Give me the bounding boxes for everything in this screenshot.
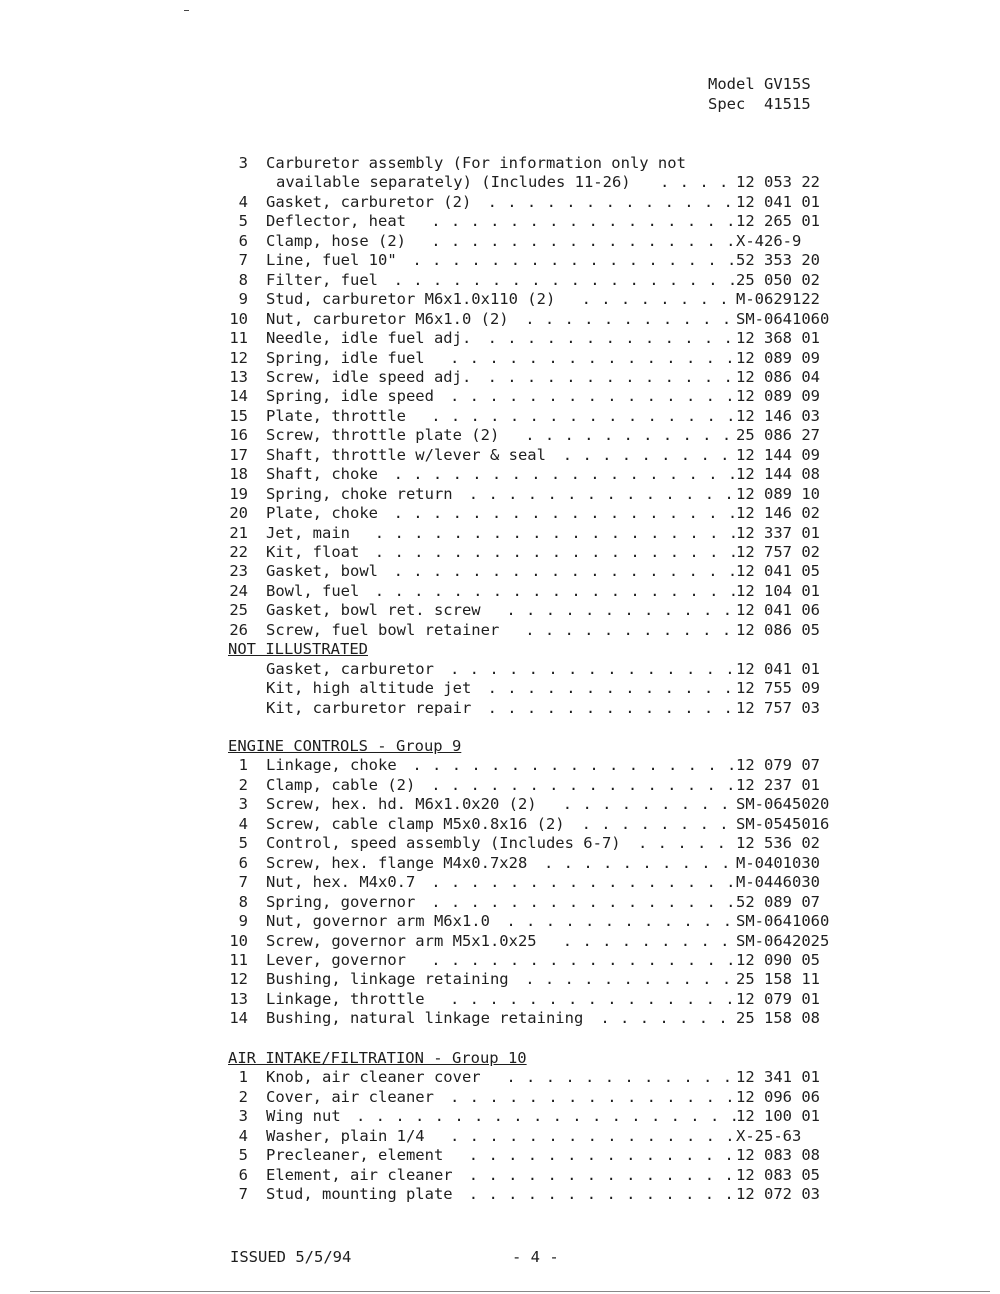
item-number: 26 (229, 620, 248, 639)
list-item (0, 251, 1000, 271)
item-description: Plate, throttle (266, 406, 406, 425)
item-description: Gasket, carburetor (266, 659, 434, 678)
item-description: available separately) (Includes 11-26) (276, 173, 631, 192)
item-number: 6 (238, 853, 248, 872)
item-description: Gasket, bowl ret. screw (266, 601, 481, 620)
item-number: 19 (229, 484, 248, 503)
leader-dots: . . . . . . . . (581, 290, 730, 309)
leader-dots: . . . . . . . . . . . . . (487, 367, 734, 386)
part-number: 12 100 01 (736, 1107, 820, 1126)
item-number: 23 (229, 562, 248, 581)
list-item (0, 756, 1000, 776)
part-number: SM-0642025 (736, 931, 830, 950)
leader-dots: . . . . . . . . . . . . . . (468, 1165, 735, 1184)
part-number: 12 090 05 (736, 950, 820, 969)
item-description: Jet, main (266, 523, 350, 542)
part-number: 12 083 08 (736, 1146, 820, 1165)
item-description: Linkage, throttle (266, 989, 425, 1008)
leader-dots: . . . . . . . . . (562, 931, 730, 950)
item-number: 4 (238, 1126, 248, 1145)
item-description: Clamp, hose (2) (266, 231, 406, 250)
list-item (0, 912, 1000, 932)
leader-dots: . . . . (660, 173, 729, 192)
leader-dots: . . . . . . . . . . . . . . (468, 1185, 735, 1204)
item-number: 12 (229, 348, 248, 367)
page-number: - 4 - (512, 1248, 559, 1266)
scan-line (30, 1291, 990, 1292)
leader-dots: . . . . . . . . . . . . . (487, 192, 734, 211)
part-number: 12 089 09 (736, 387, 820, 406)
item-description: Washer, plain 1/4 (266, 1126, 425, 1145)
list-item (0, 524, 1000, 544)
leader-dots: . . . . . . . . . . . . . . . (450, 989, 736, 1008)
part-number: SM-0645020 (736, 795, 830, 814)
item-number: 11 (229, 329, 248, 348)
leader-dots: . . . . . . . . . . . . . (487, 329, 734, 348)
list-item (0, 407, 1000, 427)
item-description: Bushing, linkage retaining (266, 970, 509, 989)
item-description: Element, air cleaner (266, 1165, 453, 1184)
item-description: Spring, governor (266, 892, 416, 911)
part-number: SM-0545016 (736, 814, 830, 833)
part-number: 12 096 06 (736, 1087, 820, 1106)
list-item (0, 193, 1000, 213)
item-description: Nut, carburetor M6x1.0 (2) (266, 309, 509, 328)
item-number: 17 (229, 445, 248, 464)
part-number: 12 086 05 (736, 620, 820, 639)
item-number: 4 (238, 192, 248, 211)
model-label: Model GV15S (708, 75, 811, 93)
list-item (0, 776, 1000, 796)
leader-dots: . . . . . . . . . . . . . . . . (431, 892, 736, 911)
part-number: 12 146 03 (736, 406, 820, 425)
item-number: 25 (229, 601, 248, 620)
part-number: 12 041 01 (736, 659, 820, 678)
item-number: 13 (229, 989, 248, 1008)
list-item (0, 795, 1000, 815)
item-number: 1 (238, 756, 248, 775)
list-item (0, 854, 1000, 874)
part-number: 25 158 11 (736, 970, 820, 989)
leader-dots: . . . . . . . . . . . . . . . . (431, 231, 736, 250)
list-item (0, 815, 1000, 835)
item-description: Kit, carburetor repair (266, 698, 472, 717)
item-number: 7 (238, 251, 248, 270)
part-number: X-426-9 (736, 231, 802, 250)
list-item (0, 232, 1000, 252)
list-item (0, 873, 1000, 893)
part-number: 12 755 09 (736, 679, 820, 698)
part-number: 12 089 10 (736, 484, 820, 503)
list-item (0, 1009, 1000, 1029)
list-item (0, 504, 1000, 524)
item-description: Clamp, cable (2) (266, 775, 416, 794)
list-item (0, 699, 1000, 719)
item-number: 13 (229, 367, 248, 386)
list-item (0, 834, 1000, 854)
leader-dots: . . . . . . . . . . . . . . (468, 484, 735, 503)
item-number: 5 (238, 212, 248, 231)
leader-dots: . . . . . . . . . . . . . . . . . . . (374, 581, 739, 600)
list-item (0, 154, 1000, 174)
item-number: 3 (238, 154, 248, 172)
air-intake-heading (0, 1049, 1000, 1069)
item-description: Filter, fuel (266, 270, 378, 289)
part-number: M-0446030 (736, 873, 820, 892)
part-number: X-25-63 (736, 1126, 802, 1145)
spec-label: Spec 41515 (708, 95, 811, 113)
list-item (0, 970, 1000, 990)
item-number: 6 (238, 1165, 248, 1184)
item-number: 18 (229, 465, 248, 484)
part-number: M-0629122 (736, 290, 820, 309)
leader-dots: . . . . . . . . . . . . . . . (450, 387, 736, 406)
leader-dots: . . . . . . . . . . . . . . . (450, 1087, 736, 1106)
item-number: 12 (229, 970, 248, 989)
item-description: Spring, choke return (266, 484, 453, 503)
section-heading: NOT ILLUSTRATED (228, 640, 368, 659)
part-number: SM-0641060 (736, 912, 830, 931)
item-description: Stud, mounting plate (266, 1185, 453, 1204)
leader-dots: . . . . . . . . . . . . . . . . (431, 406, 736, 425)
part-number: 12 041 01 (736, 192, 820, 211)
list-item (0, 446, 1000, 466)
leader-dots: . . . . . . . . . . . . . . . . . . . . (356, 1107, 740, 1126)
list-item (0, 601, 1000, 621)
leader-dots: . . . . . . . . . . . . . . . . . (412, 251, 737, 270)
list-item (0, 1107, 1000, 1127)
part-number: 12 368 01 (736, 329, 820, 348)
issued-date: ISSUED 5/5/94 (230, 1248, 352, 1266)
list-item (0, 893, 1000, 913)
section-heading: ENGINE CONTROLS - Group 9 (228, 737, 462, 755)
leader-dots: . . . . . . . . . . . . . . . . (431, 775, 736, 794)
part-number: 52 353 20 (736, 251, 820, 270)
item-description: Needle, idle fuel adj. (266, 329, 472, 348)
item-number: 9 (238, 290, 248, 309)
part-number: 12 041 06 (736, 601, 820, 620)
leader-dots: . . . . . . . . . . . . (506, 912, 733, 931)
list-item (0, 329, 1000, 349)
item-description: Shaft, choke (266, 465, 378, 484)
part-number: 12 079 07 (736, 756, 820, 775)
item-description: Spring, idle fuel (266, 348, 425, 367)
item-number: 14 (229, 387, 248, 406)
part-number: 25 086 27 (736, 426, 820, 445)
item-description: Bushing, natural linkage retaining (266, 1009, 584, 1028)
leader-dots: . . . . . . . . . . . . . . . (450, 348, 736, 367)
item-description: Kit, high altitude jet (266, 679, 472, 698)
item-description: Screw, throttle plate (2) (266, 426, 500, 445)
item-number: 8 (238, 892, 248, 911)
item-number: 11 (229, 950, 248, 969)
item-description: Shaft, throttle w/lever & seal (266, 445, 546, 464)
item-number: 8 (238, 270, 248, 289)
item-description: Screw, hex. hd. M6x1.0x20 (2) (266, 795, 537, 814)
list-item (0, 426, 1000, 446)
engine-controls-heading (0, 737, 1000, 757)
leader-dots: . . . . . . . . . . . . . . . . (431, 950, 736, 969)
part-number: 12 144 09 (736, 445, 820, 464)
item-description: Screw, idle speed adj. (266, 367, 472, 386)
item-description: Knob, air cleaner cover (266, 1068, 481, 1087)
leader-dots: . . . . . . . . . . . (525, 426, 732, 445)
item-description: Gasket, carburetor (2) (266, 192, 472, 211)
list-item (0, 349, 1000, 369)
leader-dots: . . . . . . . . . . . (525, 309, 732, 328)
item-description: Gasket, bowl (266, 562, 378, 581)
leader-dots: . . . . . . . . . . . . . (487, 679, 734, 698)
leader-dots: . . . . . . . . . . . . . . . (450, 1126, 736, 1145)
list-item (0, 1068, 1000, 1088)
item-description: Wing nut (266, 1107, 341, 1126)
item-number: 10 (229, 309, 248, 328)
leader-dots: . . . . . . . . . . . . . . . . . . . (374, 523, 739, 542)
scan-speck (184, 10, 189, 11)
leader-dots: . . . . . . . . (581, 814, 730, 833)
part-number: 12 341 01 (736, 1068, 820, 1087)
list-item (0, 1166, 1000, 1186)
list-item (0, 1185, 1000, 1205)
part-number: 12 337 01 (736, 523, 820, 542)
leader-dots: . . . . . . . . . . (544, 853, 731, 872)
part-number: 12 083 05 (736, 1165, 820, 1184)
item-description: Line, fuel 10" (266, 251, 397, 270)
item-description: Stud, carburetor M6x1.0x110 (2) (266, 290, 556, 309)
item-number: 21 (229, 523, 248, 542)
item-number: 2 (238, 775, 248, 794)
leader-dots: . . . . . . . . . . . . . . . (450, 659, 736, 678)
part-number: 12 053 22 (736, 173, 820, 192)
list-item (0, 932, 1000, 952)
item-number: 20 (229, 504, 248, 523)
item-number: 2 (238, 1087, 248, 1106)
part-number: 12 757 03 (736, 698, 820, 717)
part-number: 12 104 01 (736, 581, 820, 600)
item-description: Control, speed assembly (Includes 6-7) (266, 834, 621, 853)
leader-dots: . . . . . . . . . . . . . . . . . . (393, 465, 738, 484)
list-item (0, 562, 1000, 582)
part-number: 12 146 02 (736, 504, 820, 523)
part-number: 12 237 01 (736, 775, 820, 794)
part-number: M-0401030 (736, 853, 820, 872)
item-description: Screw, governor arm M5x1.0x25 (266, 931, 537, 950)
leader-dots: . . . . . . . . . . . . . . . . (431, 212, 736, 231)
item-description: Screw, hex. flange M4x0.7x28 (266, 853, 528, 872)
item-number: 10 (229, 931, 248, 950)
leader-dots: . . . . . . . . . . . . . . . . . . (393, 562, 738, 581)
part-number: SM-0641060 (736, 309, 830, 328)
item-description: Deflector, heat (266, 212, 406, 231)
leader-dots: . . . . . . . . . . . . . (487, 698, 734, 717)
list-item (0, 290, 1000, 310)
item-number: 7 (238, 1185, 248, 1204)
item-number: 14 (229, 1009, 248, 1028)
part-number: 12 041 05 (736, 562, 820, 581)
leader-dots: . . . . . . . . . . . . . . . . . . . (374, 543, 739, 561)
item-description: Lever, governor (266, 950, 406, 969)
item-number: 22 (229, 543, 248, 561)
list-item (0, 1146, 1000, 1166)
not-illustrated-heading (0, 640, 1000, 660)
item-number: 24 (229, 581, 248, 600)
item-description: Cover, air cleaner (266, 1087, 434, 1106)
item-number: 5 (238, 1146, 248, 1165)
item-description: Screw, fuel bowl retainer (266, 620, 500, 639)
item-number: 9 (238, 912, 248, 931)
item-description: Precleaner, element (266, 1146, 444, 1165)
leader-dots: . . . . . . . . . . . . (506, 601, 733, 620)
leader-dots: . . . . . . . . . . . (525, 970, 732, 989)
item-description: Carburetor assembly (For information only not (266, 154, 686, 172)
item-description: Plate, choke (266, 504, 378, 523)
item-number: 5 (238, 834, 248, 853)
part-number: 12 072 03 (736, 1185, 820, 1204)
part-number: 25 050 02 (736, 270, 820, 289)
leader-dots: . . . . . . . . . (562, 795, 730, 814)
part-number: 12 536 02 (736, 834, 820, 853)
part-number: 12 144 08 (736, 465, 820, 484)
part-number: 25 158 08 (736, 1009, 820, 1028)
list-item-continuation (0, 173, 1000, 193)
item-description: Screw, cable clamp M5x0.8x16 (2) (266, 814, 565, 833)
item-number: 3 (238, 1107, 248, 1126)
leader-dots: . . . . . . . . . (562, 445, 730, 464)
item-number: 16 (229, 426, 248, 445)
list-item (0, 660, 1000, 680)
list-item (0, 387, 1000, 407)
leader-dots: . . . . . . . . . . . . . . . . . . (393, 270, 738, 289)
item-description: Bowl, fuel (266, 581, 360, 600)
list-item (0, 951, 1000, 971)
item-description: Nut, hex. M4x0.7 (266, 873, 416, 892)
leader-dots: . . . . . . . . . . . . . . . . . . (393, 504, 738, 523)
part-number: 52 089 07 (736, 892, 820, 911)
list-item (0, 465, 1000, 485)
leader-dots: . . . . . . . . . . . (525, 620, 732, 639)
leader-dots: . . . . . . . . . . . . . . . . . (412, 756, 737, 775)
list-item (0, 582, 1000, 602)
item-description: Linkage, choke (266, 756, 397, 775)
item-description: Spring, idle speed (266, 387, 434, 406)
list-item (0, 990, 1000, 1010)
item-description: Kit, float (266, 543, 360, 561)
list-item (0, 212, 1000, 232)
part-number: 12 079 01 (736, 989, 820, 1008)
leader-dots: . . . . . . . . . . . . (506, 1068, 733, 1087)
item-number: 7 (238, 873, 248, 892)
part-number: 12 265 01 (736, 212, 820, 231)
list-item (0, 679, 1000, 699)
section-heading: AIR INTAKE/FILTRATION - Group 10 (228, 1049, 527, 1067)
item-number: 6 (238, 231, 248, 250)
part-number: 12 089 09 (736, 348, 820, 367)
item-number: 15 (229, 406, 248, 425)
leader-dots: . . . . . . . . . . . . . . . . (431, 873, 736, 892)
list-item (0, 621, 1000, 641)
list-item (0, 1127, 1000, 1147)
item-number: 4 (238, 814, 248, 833)
list-item (0, 543, 1000, 563)
list-item (0, 1088, 1000, 1108)
item-number: 1 (238, 1068, 248, 1087)
leader-dots: . . . . . . . (600, 1009, 729, 1028)
list-item (0, 271, 1000, 291)
list-item (0, 310, 1000, 330)
part-number: 12 086 04 (736, 367, 820, 386)
list-item (0, 368, 1000, 388)
leader-dots: . . . . . . . . . . . . . . (468, 1146, 735, 1165)
list-item (0, 485, 1000, 505)
part-number: 12 757 02 (736, 543, 820, 561)
item-number: 3 (238, 795, 248, 814)
leader-dots: . . . . . (638, 834, 727, 853)
item-description: Nut, governor arm M6x1.0 (266, 912, 490, 931)
